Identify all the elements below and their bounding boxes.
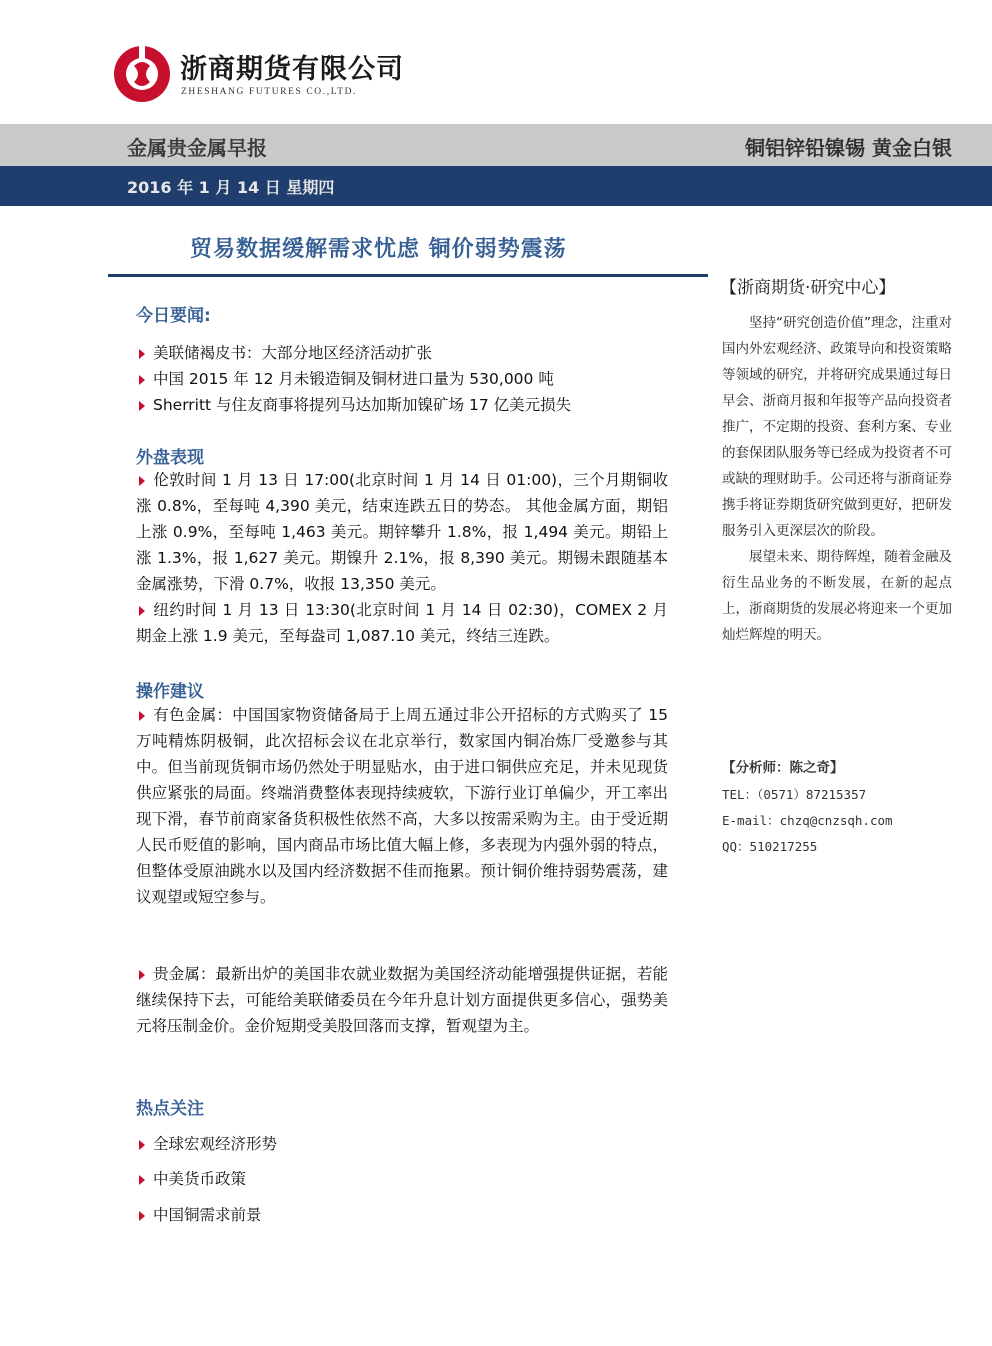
bullet-arrow-icon [139,1140,145,1150]
report-metals: 铜铝锌铅镍锡 黄金白银 [745,136,952,160]
bullet-arrow-icon [139,1175,145,1185]
news-item: 中国 2015 年 12 月未锻造铜及铜材进口量为 530,000 吨 [136,367,554,389]
bullet-arrow-icon [139,349,145,359]
contact-email: E-mail：chzq@cnzsqh.com [722,813,893,828]
bullet-arrow-icon [139,970,145,980]
bullet-arrow-icon [139,1211,145,1221]
news-item: 美联储褐皮书：大部分地区经济活动扩张 [136,341,432,363]
section-news-title: 今日要闻: [136,306,211,326]
advice-paragraph-base-metals: 有色金属：中国国家物资储备局于上周五通过非公开招标的方式购买了 15 万吨精炼阴极铜，此次招标会议在北京举行，数家国内铜冶炼厂受邀参与其中。但当前现货铜市场仍然处于明显贴水，由于进口铜供应充足，并未见现货供应紧张的局面。终端消费整体表现持续疲软，下游行业订单偏少，开工率出现下滑，春节前商家备货积极性依然不高，大多以按需采购为主。由于受近期人民币贬值的影响，国内商品市场比值大幅上修，多表现为内强外弱的特点，但整体受原油跳水以及国内经济数据不佳而拖累。预计铜价维持弱势震荡，建议观望或短空参与。 [136,706,668,906]
contact-qq: QQ：510217255 [722,839,818,854]
company-logo [112,44,172,104]
focus-item: 中国铜需求前景 [136,1203,262,1225]
sidebar-heading: 【浙商期货·研究中心】 [720,278,896,298]
headline: 贸易数据缓解需求忧虑 铜价弱势震荡 [190,237,567,262]
overseas-paragraph-comex: 纽约时间 1 月 13 日 13:30(北京时间 1 月 14 日 02:30)，COMEX 2 月期金上涨 1.9 美元，至每盎司 1,087.10 美元，终结三连跌。 [136,601,668,645]
report-title-bar [0,124,992,166]
sidebar-body [722,310,952,648]
analyst-name: 【分析师：陈之奇】 [722,760,844,776]
report-name: 金属贵金属早报 [127,136,267,160]
company-name-en: ZHESHANG FUTURES CO.,LTD. [181,87,358,97]
bullet-arrow-icon [139,375,145,385]
focus-item: 全球宏观经济形势 [136,1132,277,1154]
bullet-arrow-icon [139,476,145,486]
headline-divider [108,274,708,277]
contact-tel: TEL：（0571）87215357 [722,787,867,802]
section-advice-title: 操作建议 [136,682,204,702]
overseas-paragraph-lme: 伦敦时间 1 月 13 日 17:00(北京时间 1 月 14 日 01:00)，三个月期铜收涨 0.8%，至每吨 4,390 美元，结束连跌五日的势态。 其他金属方面，期铝上涨 0.9%，至每吨 1,463 美元。期锌攀升 1.8%，报 1,494 美元。期铅上涨 1.3%，报 1,627 美元。期镍升 2.1%，报 8,390 美元。期锡未跟随基本金属涨势，下滑 0.7%，收报 13,350 美元。 [136,471,668,593]
report-date: 2016 年 1 月 14 日 星期四 [127,178,335,197]
bullet-arrow-icon [139,606,145,616]
advice-paragraph-precious-metals: 贵金属：最新出炉的美国非农就业数据为美国经济动能增强提供证据，若能继续保持下去，可能给美联储委员在今年升息计划方面提供更多信心，强势美元将压制金价。金价短期受美股回落而支撑，暂观望为主。 [136,965,668,1035]
news-item: Sherritt 与住友商事将提列马达加斯加镍矿场 17 亿美元损失 [136,393,571,415]
bullet-arrow-icon [139,401,145,411]
sidebar-paragraph: 坚持“研究创造价值”理念，注重对国内外宏观经济、政策导向和投资策略等领域的研究，并将研究成果通过每日早会、浙商月报和年报等产品向投资者推广，不定期的投资、套利方案、专业的套保团队服务等已经成为投资者不可或缺的理财助手。公司还将与浙商证券携手将证券期货研究做到更好，把研发服务引入更深层次的阶段。 [722,315,952,539]
bullet-arrow-icon [139,711,145,721]
date-bar [0,166,992,206]
sidebar-paragraph: 展望未来、期待辉煌，随着金融及衍生品业务的不断发展，在新的起点上，浙商期货的发展必将迎来一个更加灿烂辉煌的明天。 [722,549,952,643]
focus-item: 中美货币政策 [136,1167,246,1189]
section-focus-title: 热点关注 [136,1099,204,1119]
company-name-cn: 浙商期货有限公司 [180,54,404,85]
section-overseas-title: 外盘表现 [136,448,204,468]
